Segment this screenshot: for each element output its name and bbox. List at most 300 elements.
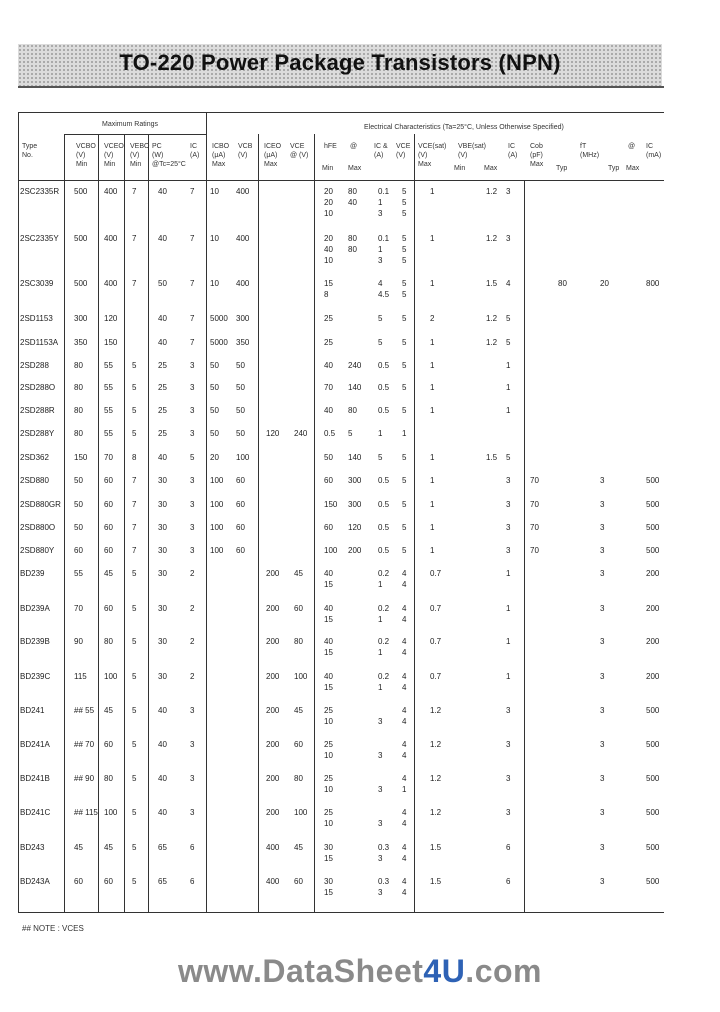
table-top-rule	[18, 112, 664, 113]
cell-ic-hfe: 1	[378, 429, 383, 438]
cell-vce-hfe: 5 5 5	[402, 234, 407, 265]
cell-ic-hfe: 0.5	[378, 361, 390, 370]
cell-type: 2SD880	[20, 476, 49, 485]
col-header-ft-typ: Typ	[608, 165, 620, 172]
cell-ic-ft: 500	[646, 546, 660, 555]
cell-type: 2SD362	[20, 453, 49, 462]
cell-ic-ft: 500	[646, 706, 660, 715]
cell-ic-hfe: 0.5	[378, 476, 390, 485]
cell-vce1: 60	[294, 877, 303, 886]
cell-vce1: 80	[294, 774, 303, 783]
cell-cob: 70	[530, 523, 539, 532]
cell-ic-hfe: 0.3 3	[378, 877, 390, 897]
cell-ic-sat: 3	[506, 500, 511, 509]
cell-ic: 7	[190, 234, 195, 243]
col-header-hfe-max: Max	[348, 165, 362, 172]
cell-hfe-max: 120	[348, 523, 362, 532]
cell-ic-sat: 1	[506, 406, 511, 415]
cell-type: 2SC2335R	[20, 187, 60, 196]
cell-ic-sat: 3	[506, 187, 511, 196]
cell-pc: 30	[158, 500, 167, 509]
cell-pc: 30	[158, 476, 167, 485]
cell-vcbo: 80	[74, 361, 83, 370]
cell-vce-hfe: 4 4	[402, 843, 407, 863]
cell-vcesat: 1	[430, 453, 435, 462]
cell-ft-typ: 20	[600, 279, 609, 288]
cell-vcb: 350	[236, 338, 250, 347]
cell-vcbo: 80	[74, 383, 83, 392]
cell-vebo: 7	[132, 523, 137, 532]
col-header-vcbo: VCBO (V) Min	[76, 143, 96, 168]
cell-ic-hfe: 5	[378, 338, 383, 347]
cell-pc: 40	[158, 338, 167, 347]
cell-vcesat: 1	[430, 383, 435, 392]
cell-icbo: 10	[210, 279, 219, 288]
cell-vceo: 80	[104, 637, 113, 646]
cell-hfe-min: 30 15	[324, 877, 333, 897]
cell-vcb: 60	[236, 546, 245, 555]
cell-ft-typ: 3	[600, 740, 605, 749]
table-row	[0, 842, 720, 870]
cell-ic: 7	[190, 187, 195, 196]
cell-vcb: 60	[236, 523, 245, 532]
cell-pc: 30	[158, 604, 167, 613]
cell-vce-hfe: 5	[402, 546, 407, 555]
cell-vcbo: 50	[74, 523, 83, 532]
col-header-type: Type No.	[22, 143, 38, 159]
cell-vce1: 60	[294, 740, 303, 749]
cell-hfe-min: 30 15	[324, 843, 333, 863]
cell-icbo: 20	[210, 453, 219, 462]
cell-ic: 2	[190, 604, 195, 613]
cell-ic-hfe: 5	[378, 314, 383, 323]
cell-hfe-min: 0.5	[324, 429, 336, 438]
cell-hfe-min: 25 10	[324, 808, 333, 828]
cell-vceo: 45	[104, 569, 113, 578]
cell-vcb: 100	[236, 453, 250, 462]
cell-vebo: 8	[132, 453, 137, 462]
cell-hfe-min: 40 15	[324, 604, 333, 624]
cell-vebo: 5	[132, 808, 137, 817]
cell-vbe-max: 1.5	[486, 279, 498, 288]
cell-ic: 2	[190, 637, 195, 646]
cell-ic-sat: 3	[506, 706, 511, 715]
cell-type: BD241B	[20, 774, 50, 783]
cell-ic: 3	[190, 361, 195, 370]
table-row	[0, 278, 720, 306]
cell-vcbo: ## 55	[74, 706, 95, 715]
cell-ic-ft: 500	[646, 476, 660, 485]
cell-vce-hfe: 5	[402, 314, 407, 323]
cell-vceo: 70	[104, 453, 113, 462]
cell-ic-ft: 200	[646, 637, 660, 646]
cell-ic-hfe: 3	[378, 717, 383, 726]
cell-vce-hfe: 4 1	[402, 774, 407, 794]
cell-ft-typ: 3	[600, 843, 605, 852]
cell-ft-typ: 3	[600, 672, 605, 681]
cell-ic-sat: 1	[506, 637, 511, 646]
cell-vceo: 400	[104, 187, 118, 196]
cell-ic: 7	[190, 314, 195, 323]
cell-vbe-max: 1.2	[486, 187, 498, 196]
cell-icbo: 100	[210, 546, 224, 555]
cell-iceo: 200	[266, 672, 280, 681]
col-header-iceo: ICEO (μA) Max	[264, 143, 282, 168]
cell-vceo: 100	[104, 672, 118, 681]
col-header-hfe-min: Min	[322, 165, 334, 172]
cell-type: BD243A	[20, 877, 50, 886]
table-bottom-rule	[18, 912, 664, 913]
cell-hfe-min: 25 10	[324, 706, 333, 726]
col-header-ft: fT (MHz)	[580, 143, 600, 159]
cell-icbo: 10	[210, 187, 219, 196]
cell-ic-sat: 1	[506, 383, 511, 392]
cell-type: BD239	[20, 569, 45, 578]
cell-vcbo: 60	[74, 877, 83, 886]
col-header-vcb: VCB (V)	[238, 143, 253, 159]
cell-vcbo: 70	[74, 604, 83, 613]
col-header-cob-typ: Typ	[556, 165, 568, 172]
watermark-prefix: www.DataSheet	[178, 953, 424, 989]
cell-vce-hfe: 4 4	[402, 740, 407, 760]
cell-type: 2SD880GR	[20, 500, 61, 509]
col-header-vce-hfe: VCE (V)	[396, 143, 411, 159]
cell-ic: 3	[190, 774, 195, 783]
cell-ft-typ: 3	[600, 604, 605, 613]
cell-hfe-max: 140	[348, 453, 362, 462]
table-row	[0, 568, 720, 596]
cell-type: BD243	[20, 843, 45, 852]
cell-type: BD239B	[20, 637, 50, 646]
title-underline	[18, 86, 664, 88]
cell-vebo: 5	[132, 604, 137, 613]
col-header-vbesat: VBE(sat) (V)	[458, 143, 487, 159]
cell-vebo: 5	[132, 877, 137, 886]
cell-vceo: 60	[104, 740, 113, 749]
cell-vcbo: 55	[74, 569, 83, 578]
cell-pc: 65	[158, 877, 167, 886]
col-header-vebo: VEBO (V) Min	[130, 143, 150, 168]
cell-icbo: 10	[210, 234, 219, 243]
cell-pc: 25	[158, 406, 167, 415]
cell-hfe-min: 25 10	[324, 774, 333, 794]
cell-ic-hfe: 0.2 1	[378, 604, 390, 624]
cell-hfe-max: 80 80	[348, 234, 357, 254]
cell-pc: 30	[158, 672, 167, 681]
cell-vcbo: 500	[74, 279, 88, 288]
cell-type: BD241A	[20, 740, 50, 749]
cell-type: BD241	[20, 706, 45, 715]
table-row	[0, 233, 720, 265]
cell-vce1: 45	[294, 706, 303, 715]
cell-ic-sat: 3	[506, 808, 511, 817]
cell-vcbo: 300	[74, 314, 88, 323]
cell-vebo: 5	[132, 706, 137, 715]
cell-vebo: 7	[132, 279, 137, 288]
cell-type: 2SC2335Y	[20, 234, 59, 243]
cell-ic: 7	[190, 279, 195, 288]
cell-vcbo: 50	[74, 500, 83, 509]
cell-hfe-min: 40 15	[324, 569, 333, 589]
cell-vce-hfe: 5	[402, 406, 407, 415]
cell-vebo: 5	[132, 569, 137, 578]
cell-vcbo: 80	[74, 429, 83, 438]
cell-type: 2SD880O	[20, 523, 56, 532]
cell-hfe-max: 80	[348, 406, 357, 415]
cell-cob: 70	[530, 500, 539, 509]
cell-vce1: 60	[294, 604, 303, 613]
cell-ic-sat: 3	[506, 774, 511, 783]
cell-vce-hfe: 5	[402, 383, 407, 392]
cell-ic-ft: 800	[646, 279, 660, 288]
cell-icbo: 50	[210, 383, 219, 392]
cell-pc: 40	[158, 234, 167, 243]
cell-vebo: 7	[132, 187, 137, 196]
cell-vceo: 60	[104, 523, 113, 532]
cell-pc: 40	[158, 740, 167, 749]
cell-pc: 40	[158, 706, 167, 715]
cell-ic: 2	[190, 569, 195, 578]
cell-vcesat: 0.7	[430, 604, 442, 613]
cell-hfe-min: 60	[324, 523, 333, 532]
cell-ic-sat: 1	[506, 604, 511, 613]
cell-vceo: 60	[104, 877, 113, 886]
cell-ic-hfe: 4 4.5	[378, 279, 390, 299]
col-header-vcesat: VCE(sat) (V) Max	[418, 143, 447, 168]
header-bottom-rule	[18, 180, 664, 181]
cell-vcesat: 1	[430, 500, 435, 509]
cell-hfe-min: 150	[324, 500, 338, 509]
cell-vcbo: ## 90	[74, 774, 95, 783]
cell-ic: 3	[190, 383, 195, 392]
cell-vce1: 100	[294, 672, 308, 681]
cell-vcb: 300	[236, 314, 250, 323]
cell-hfe-max: 300	[348, 476, 362, 485]
cell-ic: 3	[190, 500, 195, 509]
cell-ic-sat: 6	[506, 877, 511, 886]
table-row	[0, 603, 720, 631]
cell-vcesat: 1	[430, 546, 435, 555]
cell-ic-sat: 3	[506, 546, 511, 555]
cell-vce1: 45	[294, 569, 303, 578]
title-band	[18, 44, 662, 86]
cell-vceo: 60	[104, 500, 113, 509]
cell-type: 2SD1153	[20, 314, 53, 323]
cell-vebo: 5	[132, 740, 137, 749]
cell-vceo: 45	[104, 843, 113, 852]
cell-vbe-max: 1.2	[486, 234, 498, 243]
cell-vebo: 5	[132, 774, 137, 783]
cell-iceo: 200	[266, 808, 280, 817]
cell-vcesat: 2	[430, 314, 435, 323]
cell-ic: 6	[190, 843, 195, 852]
cell-type: 2SD288	[20, 361, 49, 370]
cell-icbo: 100	[210, 500, 224, 509]
cell-ic-hfe: 0.5	[378, 500, 390, 509]
cell-ft-typ: 3	[600, 569, 605, 578]
cell-icbo: 5000	[210, 338, 228, 347]
col-header-pc: PC (W) @Tc=25°C	[152, 143, 186, 168]
table-row	[0, 739, 720, 767]
cell-vcb: 400	[236, 279, 250, 288]
cell-type: 2SD288R	[20, 406, 55, 415]
cell-vcesat: 1	[430, 361, 435, 370]
cell-vcb: 50	[236, 383, 245, 392]
cell-vceo: 80	[104, 774, 113, 783]
cell-ic-sat: 3	[506, 523, 511, 532]
cell-vceo: 55	[104, 406, 113, 415]
cell-ic-sat: 3	[506, 476, 511, 485]
table-row	[0, 807, 720, 835]
col-header-vceo: VCEO (V) Min	[104, 143, 124, 168]
cell-vcbo: 60	[74, 546, 83, 555]
cell-ft-typ: 3	[600, 500, 605, 509]
cell-ic: 3	[190, 808, 195, 817]
table-row	[0, 671, 720, 699]
cell-type: BD239A	[20, 604, 50, 613]
cell-ic: 3	[190, 406, 195, 415]
cell-hfe-min: 100	[324, 546, 338, 555]
cell-hfe-max: 300	[348, 500, 362, 509]
cell-vcesat: 1.5	[430, 843, 442, 852]
cell-pc: 30	[158, 569, 167, 578]
col-header-vbe-max: Max	[484, 165, 498, 172]
cell-hfe-min: 40	[324, 361, 333, 370]
cell-hfe-max: 200	[348, 546, 362, 555]
cell-vceo: 60	[104, 546, 113, 555]
cell-pc: 30	[158, 523, 167, 532]
cell-type: 2SD288Y	[20, 429, 55, 438]
cell-iceo: 120	[266, 429, 280, 438]
cell-ft-typ: 3	[600, 523, 605, 532]
cell-vebo: 5	[132, 843, 137, 852]
table-row	[0, 636, 720, 664]
cell-icbo: 50	[210, 429, 219, 438]
watermark	[0, 953, 720, 990]
cell-vcesat: 1	[430, 187, 435, 196]
cell-vebo: 5	[132, 672, 137, 681]
cell-hfe-max: 140	[348, 383, 362, 392]
cell-iceo: 400	[266, 843, 280, 852]
cell-hfe-min: 20 40 10	[324, 234, 333, 265]
cell-ft-typ: 3	[600, 476, 605, 485]
cell-ic-ft: 500	[646, 500, 660, 509]
cell-vcbo: 500	[74, 187, 88, 196]
cell-vcesat: 1.5	[430, 877, 442, 886]
cell-ic-hfe: 3	[378, 751, 383, 760]
cell-ic-ft: 500	[646, 808, 660, 817]
cell-ft-typ: 3	[600, 706, 605, 715]
cell-ic-ft: 500	[646, 774, 660, 783]
cell-ic-sat: 4	[506, 279, 511, 288]
cell-vbe-max: 1.2	[486, 314, 498, 323]
cell-ic-hfe: 3	[378, 819, 383, 828]
cell-ic-ft: 500	[646, 843, 660, 852]
cell-ic: 3	[190, 476, 195, 485]
cell-vce1: 100	[294, 808, 308, 817]
cell-vebo: 7	[132, 500, 137, 509]
cell-ic-ft: 500	[646, 740, 660, 749]
cell-vce1: 240	[294, 429, 308, 438]
col-header-hfe: hFE	[324, 143, 337, 150]
cell-type: 2SD1153A	[20, 338, 59, 347]
cell-vcesat: 1.2	[430, 808, 442, 817]
cell-ic-hfe: 0.5	[378, 406, 390, 415]
cell-iceo: 200	[266, 774, 280, 783]
cell-hfe-min: 40 15	[324, 672, 333, 692]
cell-vcb: 60	[236, 476, 245, 485]
cell-pc: 30	[158, 637, 167, 646]
cell-vebo: 5	[132, 383, 137, 392]
cell-ft-typ: 3	[600, 774, 605, 783]
cell-ic: 3	[190, 429, 195, 438]
cell-vcesat: 0.7	[430, 672, 442, 681]
cell-vcbo: 80	[74, 406, 83, 415]
cell-icbo: 5000	[210, 314, 228, 323]
col-header-ic-ft: IC (mA)	[646, 143, 662, 159]
cell-vebo: 7	[132, 234, 137, 243]
cell-hfe-min: 50	[324, 453, 333, 462]
cell-vce-hfe: 4 4	[402, 808, 407, 828]
cell-type: BD241C	[20, 808, 51, 817]
cell-ic-ft: 500	[646, 523, 660, 532]
cell-ic: 3	[190, 706, 195, 715]
cell-cob: 70	[530, 476, 539, 485]
cell-vcesat: 1	[430, 476, 435, 485]
cell-hfe-min: 25 10	[324, 740, 333, 760]
cell-ic: 7	[190, 338, 195, 347]
cell-vceo: 150	[104, 338, 118, 347]
cell-type: BD239C	[20, 672, 51, 681]
cell-hfe-min: 40	[324, 406, 333, 415]
cell-type: 2SD288O	[20, 383, 56, 392]
col-header-ft-max: Max	[626, 165, 640, 172]
cell-hfe-max: 80 40	[348, 187, 357, 207]
cell-hfe-min: 25	[324, 314, 333, 323]
cell-pc: 65	[158, 843, 167, 852]
cell-cob-typ: 80	[558, 279, 567, 288]
cell-vbe-max: 1.2	[486, 338, 498, 347]
cell-ic-hfe: 0.1 1 3	[378, 234, 390, 265]
cell-vceo: 400	[104, 279, 118, 288]
cell-ic-sat: 1	[506, 361, 511, 370]
cell-vcbo: ## 70	[74, 740, 95, 749]
col-header-ic-sat: IC (A)	[508, 143, 518, 159]
cell-pc: 40	[158, 187, 167, 196]
cell-vcesat: 1.2	[430, 740, 442, 749]
cell-vceo: 45	[104, 706, 113, 715]
col-header-ic: IC (A)	[190, 143, 200, 159]
cell-vcesat: 0.7	[430, 569, 442, 578]
cell-vcbo: 115	[74, 672, 87, 681]
table-row	[0, 705, 720, 733]
table-row	[0, 186, 720, 218]
page-title: TO-220 Power Package Transistors (NPN)	[119, 50, 561, 75]
cell-ic-sat: 5	[506, 453, 511, 462]
col-header-icbo: ICBO (μA) Max	[212, 143, 230, 168]
cell-ic-sat: 1	[506, 672, 511, 681]
cell-vce-hfe: 4 4	[402, 877, 407, 897]
cell-vceo: 400	[104, 234, 118, 243]
cell-ft-typ: 3	[600, 637, 605, 646]
cell-vbe-max: 1.5	[486, 453, 498, 462]
cell-iceo: 200	[266, 637, 280, 646]
cell-pc: 25	[158, 361, 167, 370]
cell-vcb: 50	[236, 429, 245, 438]
cell-vce-hfe: 4 4	[402, 706, 407, 726]
cell-vce-hfe: 5	[402, 338, 407, 347]
cell-vcbo: 50	[74, 476, 83, 485]
